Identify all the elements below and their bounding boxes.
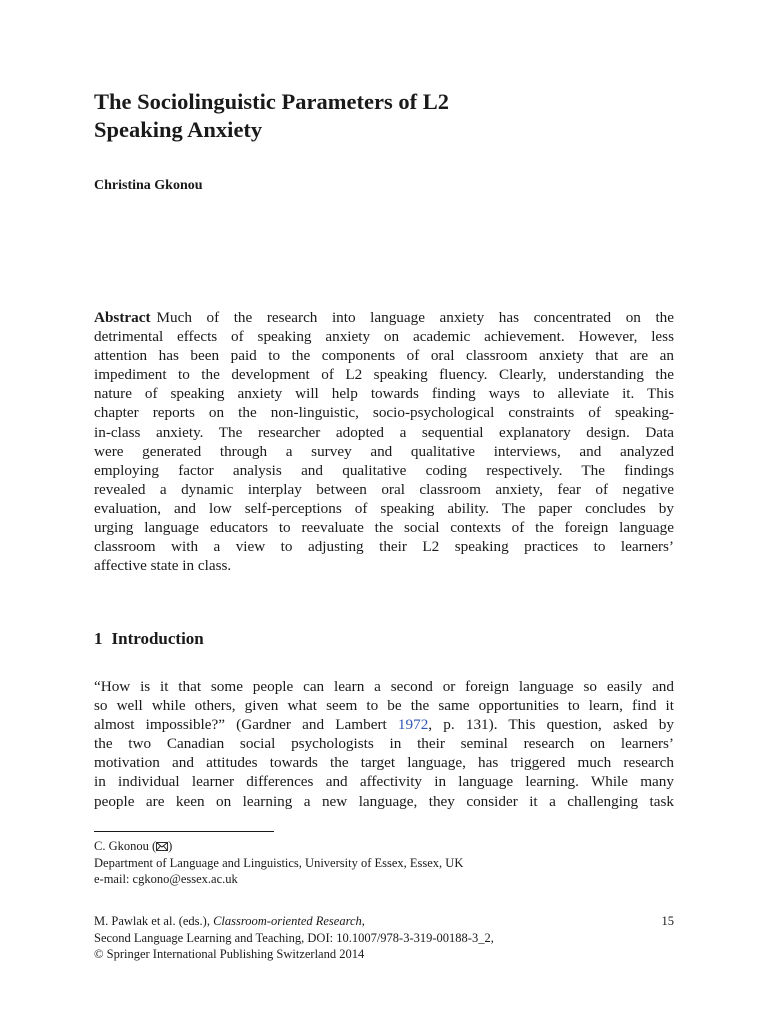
abstract-line: nature of speaking anxiety will help towards finding ways to alleviate it. This: [94, 385, 674, 403]
footnote-contact: [94, 838, 463, 855]
abstract-label: Abstract: [94, 309, 151, 326]
intro-line: “How is it that some people can learn a second or foreign language so easily and: [94, 678, 674, 695]
biblio-book-title: Classroom-oriented Research: [213, 914, 362, 928]
introduction-paragraph: [94, 677, 674, 811]
abstract-line: in-class anxiety. The researcher adopted a sequential explanatory design. Data: [94, 423, 674, 441]
abstract-line: employing factor analysis and qualitative coding respectively. The findings: [94, 461, 674, 479]
abstract-line: affective state in class.: [94, 557, 232, 575]
intro-line: motivation and attitudes towards the target language, has triggered much research: [94, 754, 674, 772]
biblio-series-doi: Second Language Learning and Teaching, DOI: 10.1007/978-3-319-00188-3_2,: [94, 930, 494, 945]
paper-page: [94, 0, 674, 1024]
envelope-icon[interactable]: [156, 842, 168, 851]
abstract-line-text: Much of the research into language anxiety has concentrated on the: [156, 309, 674, 326]
abstract-line: were generated through a survey and qualitative interviews, and analyzed: [94, 442, 674, 460]
abstract-line: evaluation, and low self-perceptions of speaking ability. The paper concludes by: [94, 499, 674, 517]
footnote-divider: [94, 831, 274, 832]
footnote-email[interactable]: e-mail: cgkono@essex.ac.uk: [94, 872, 238, 886]
intro-line: people are keen on learning a new language, they consider it a challenging task: [94, 792, 674, 810]
section-number: 1: [94, 629, 103, 648]
title-line-2: Speaking Anxiety: [94, 117, 263, 142]
section-title: Introduction: [111, 629, 204, 648]
intro-line: the two Canadian social psychologists in their seminal research on learners’: [94, 735, 674, 753]
intro-line: so well while others, given what seem to be the same opportunities to learn, find it: [94, 697, 674, 715]
biblio-editors-line: [94, 913, 494, 930]
biblio-book-title-suffix: ,: [361, 914, 365, 928]
intro-line: [94, 715, 674, 734]
abstract-line: impediment to the development of L2 speaking fluency. Clearly, understanding the: [94, 366, 674, 384]
abstract-line: chapter reports on the non-linguistic, socio-psychological constraints of speaking-: [94, 404, 674, 422]
intro-line-part: almost impossible?” (Gardner and Lambert: [94, 716, 398, 734]
bibliographic-info: [94, 913, 494, 963]
abstract-line: detrimental effects of speaking anxiety on academic achievement. However, less: [94, 328, 674, 346]
contact-close: ): [168, 839, 173, 853]
abstract: [94, 308, 674, 575]
citation-link[interactable]: 1972: [397, 716, 429, 734]
section-heading: [94, 629, 204, 649]
footnote-department: Department of Language and Linguistics, University of Essex, Essex, UK: [94, 855, 464, 870]
author-name: Christina Gkonou: [94, 178, 203, 193]
biblio-editors: M. Pawlak et al. (eds.),: [94, 914, 214, 928]
abstract-line: classroom with a view to adjusting their L2 speaking practices to learners’: [94, 538, 674, 556]
footnote: [94, 838, 463, 888]
intro-line-part: , p. 131). This question, asked by: [428, 716, 674, 734]
biblio-copyright: © Springer International Publishing Switzerland 2014: [94, 947, 365, 961]
title-line-1: The Sociolinguistic Parameters of L2: [94, 89, 449, 114]
abstract-line: [94, 308, 674, 327]
page-number: 15: [661, 914, 674, 928]
contact-name: C. Gkonou (: [94, 839, 157, 853]
paper-title: [94, 88, 654, 144]
abstract-line: revealed a dynamic interplay between oral classroom anxiety, fear of negative: [94, 480, 674, 498]
abstract-line: urging language educators to reevaluate the social contexts of the foreign language: [94, 519, 674, 537]
intro-line: in individual learner differences and affectivity in language learning. While many: [94, 773, 674, 791]
abstract-line: attention has been paid to the components of oral classroom anxiety that are an: [94, 347, 674, 365]
